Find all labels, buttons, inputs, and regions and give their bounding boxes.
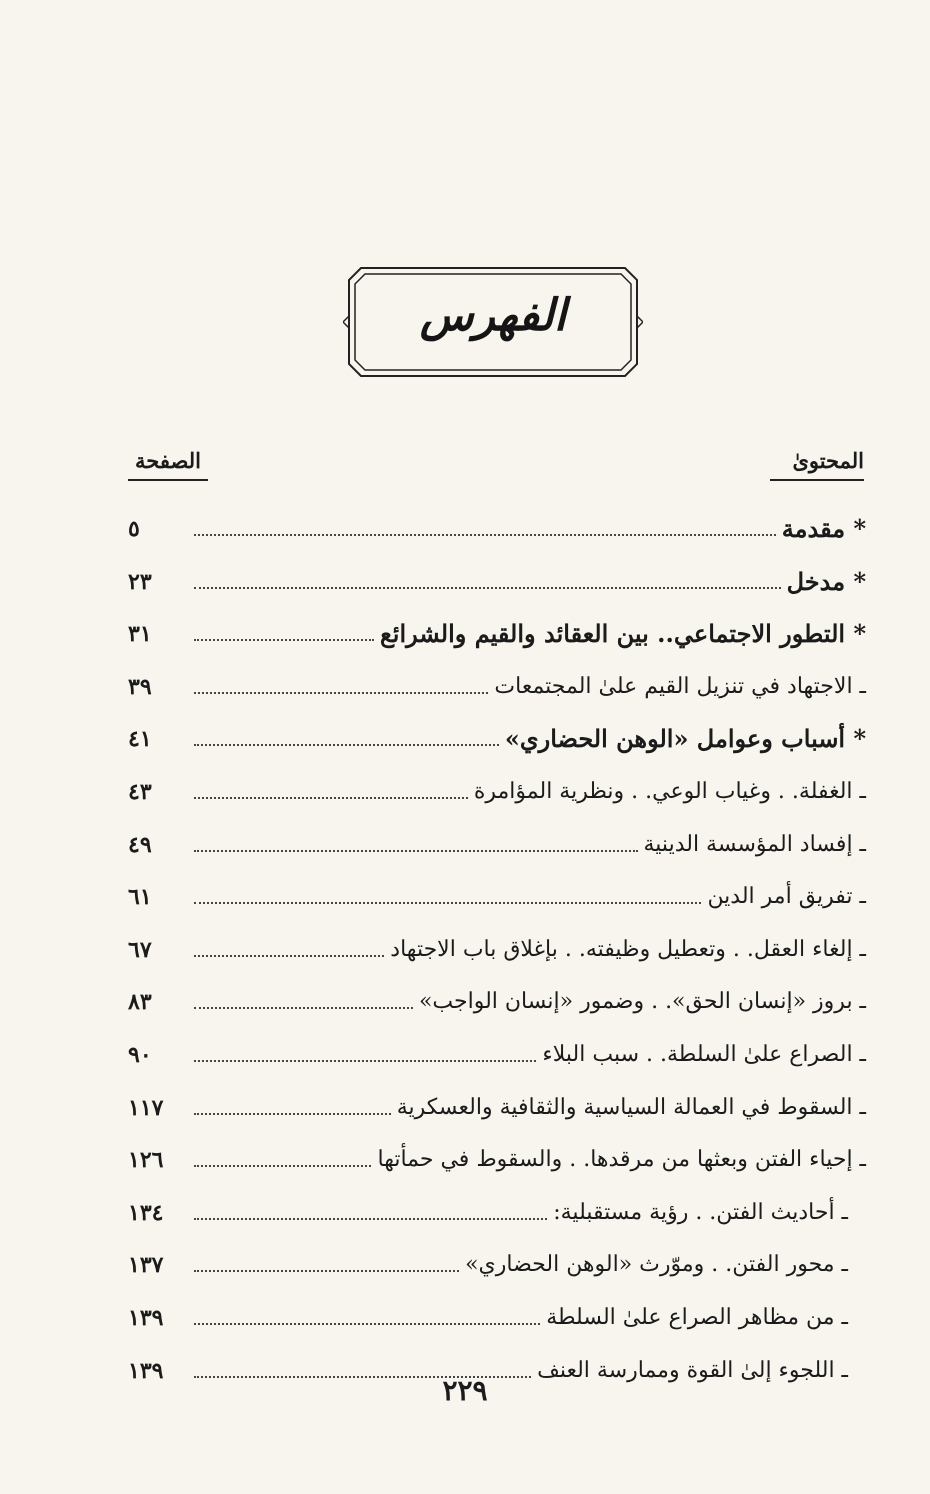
- toc-entry-page: ٨٣: [128, 989, 152, 1016]
- toc-entry-page: ١٣٤: [128, 1199, 164, 1226]
- toc-entry-page: ٦١: [128, 884, 152, 911]
- toc-entry: [128, 814, 866, 860]
- dot-leader: [194, 1270, 459, 1272]
- toc-entry-title: ـ الصراع علىٰ السلطة. . سبب البلاء: [542, 1042, 866, 1067]
- toc-entry-page: ٢٣: [128, 568, 152, 595]
- toc-entry-title: ـ من مظاهر الصراع علىٰ السلطة: [546, 1305, 848, 1330]
- dot-leader: [194, 1218, 547, 1220]
- toc-entry: [128, 1182, 866, 1228]
- dot-leader: [194, 587, 781, 589]
- toc-entry-title: ـ الغفلة. . وغياب الوعي. . ونظرية المؤامرة: [473, 779, 866, 804]
- toc-entry: [128, 656, 866, 702]
- toc-entry: [128, 1024, 866, 1070]
- title-cartouche: [343, 262, 643, 382]
- dot-leader: [194, 850, 638, 852]
- toc-entry: [128, 1234, 866, 1280]
- toc-entry: [128, 498, 866, 544]
- toc-entry-title: * أسباب وعوامل «الوهن الحضاري»: [504, 724, 866, 754]
- dot-leader: [194, 797, 468, 799]
- toc-entry: [128, 603, 866, 649]
- toc-entry-page: ٤٩: [128, 831, 152, 858]
- toc-entry-page: ١٢٦: [128, 1147, 164, 1174]
- toc-entry: [128, 1129, 866, 1175]
- toc-entry-title: ـ أحاديث الفتن. . رؤية مستقبلية:: [553, 1199, 848, 1225]
- toc-entry-page: ٦٧: [128, 936, 152, 963]
- toc-entry-title: ـ إلغاء العقل. . وتعطيل وظيفته. . بإغلاق باب الاجتهاد: [390, 936, 866, 962]
- toc-entry: [128, 761, 866, 807]
- toc-entry-title: ـ اللجوء إلىٰ القوة وممارسة العنف: [537, 1357, 848, 1383]
- toc-entry-title: ـ الاجتهاد في تنزيل القيم علىٰ المجتمعات: [494, 673, 866, 699]
- toc-entry-page: ٤١: [128, 726, 152, 753]
- dot-leader: [194, 534, 776, 536]
- toc-entry-title: ـ تفريق أمر الدين: [707, 884, 866, 910]
- dot-leader: [194, 955, 384, 957]
- dot-leader: [194, 692, 488, 694]
- content-column-header: المحتوىٰ: [770, 448, 864, 481]
- toc-entry-page: ٤٣: [128, 779, 152, 805]
- toc-entry: [128, 971, 866, 1017]
- toc-entry-page: ٥: [128, 516, 140, 542]
- dot-leader: [194, 639, 374, 641]
- toc-entry-title: ـ السقوط في العمالة السياسية والثقافية والعسكرية: [396, 1094, 866, 1120]
- index-title: الفهرس: [419, 290, 567, 341]
- toc-entry-title: ـ إفساد المؤسسة الدينية: [643, 831, 866, 857]
- toc-entry: [128, 866, 866, 912]
- toc-entry-page: ٩٠: [128, 1042, 152, 1068]
- dot-leader: [194, 1007, 413, 1009]
- toc-entry-page: ٣٩: [128, 673, 152, 700]
- page-number: ٢٢٩: [442, 1374, 488, 1407]
- toc-entry-title: * التطور الاجتماعي.. بين العقائد والقيم والشرائع: [380, 619, 866, 649]
- toc-entry: [128, 1077, 866, 1123]
- dot-leader: [194, 902, 701, 904]
- toc-entry-title: ـ إحياء الفتن وبعثها من مرقدها. . والسقوط في حمأتها: [377, 1147, 866, 1173]
- dot-leader: [194, 1323, 540, 1325]
- toc-entry-title: * مدخل: [786, 566, 866, 596]
- page-column-header: الصفحة: [128, 448, 208, 481]
- toc-entry-page: ١٣٩: [128, 1305, 164, 1331]
- dot-leader: [194, 1165, 371, 1167]
- toc-entry-page: ٣١: [128, 621, 152, 648]
- dot-leader: [194, 1113, 391, 1115]
- toc-entry: [128, 919, 866, 965]
- toc-entry-page: ١١٧: [128, 1094, 164, 1121]
- toc-entry: [128, 708, 866, 754]
- toc-entry: [128, 1287, 866, 1333]
- toc-entry-page: ١٣٩: [128, 1357, 164, 1384]
- toc-entry-page: ١٣٧: [128, 1252, 164, 1279]
- toc-entry: [128, 551, 866, 597]
- dot-leader: [194, 744, 499, 746]
- toc-entry-title: ـ بروز «إنسان الحق». . وضمور «إنسان الواجب»: [418, 989, 866, 1015]
- toc-entry-title: * مقدمة: [781, 514, 866, 543]
- dot-leader: [194, 1060, 536, 1062]
- toc-entry-title: ـ محور الفتن. . وموّرث «الوهن الحضاري»: [465, 1252, 848, 1278]
